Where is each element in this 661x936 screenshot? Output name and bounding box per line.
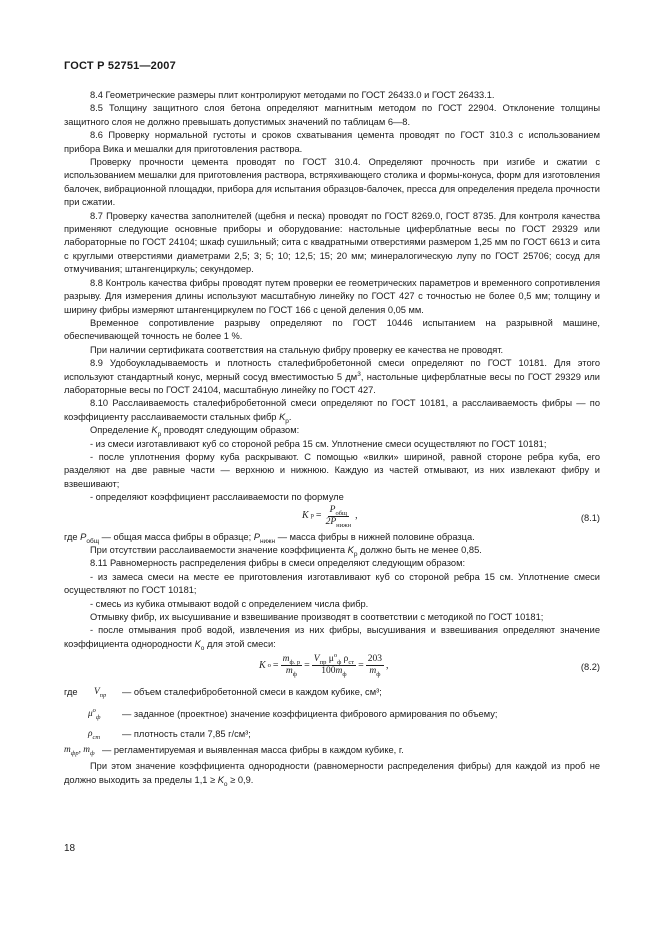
- list-item-wash: - смесь из кубика отмывают водой с определением числа фибр.: [90, 598, 369, 609]
- fraction: $\frac{m_{ф. р}}{m_ф}$: [282, 654, 301, 679]
- list-item-mix: - из замеса смеси на месте ее приготовления изготавливают куб со стороной ребра 15 см. Уплотнение смеси осуществляют по ГОСТ 10181;: [64, 571, 600, 596]
- paragraph-uniformity: При этом значение коэффициента однородности (равномерности распределения фибры) для каждой из проб не должно выходить за пределы $1,1 \ge K_о \ge 0,9$.: [64, 761, 600, 788]
- definition-row: где $V_{пр}$ — объем сталефибробетонной смеси в каждом кубике, см³;: [64, 687, 382, 700]
- paragraph-absent: При отсутствии расслаиваемости значение коэффициента $K_р$ должно быть не менее 0,85.: [90, 545, 482, 558]
- formula-8-2: [64, 651, 600, 683]
- symbol-definitions: [64, 683, 600, 760]
- list-item-after: - после отмывания проб водой, извлечения из них фибры, высушивания и взвешивания определяют значение коэффициента однородности $K_о$ для этой смеси:: [64, 625, 600, 652]
- paragraph-8-9: 8.9 Удобоукладываемость и плотность сталефибробетонной смеси определяют по ГОСТ 10181. Для этого используют стандартный конус, мерный сосуд вместимостью 5 $дм^3$, настольные циферблатные весы по ГОСТ 29329 или лабораторные весы по ГОСТ 24104, масштабную линейку по ГОСТ 427.: [64, 358, 601, 395]
- list-item-cube: - из смеси изготавливают куб со стороной ребра 15 см. Уплотнение смеси осуществляют по ГОСТ 10181;: [90, 438, 547, 449]
- paragraph-8-11: 8.11 Равномерность распределения фибры в смеси определяют следующим образом:: [90, 558, 466, 569]
- equation-number: (8.1): [580, 512, 600, 523]
- formula-8-1-body: K р = $\frac{P_{общ}}{2P_{нижн}}$ ,: [302, 504, 358, 529]
- paragraph-8-10: 8.10 Расслаиваемость сталефибробетонной смеси определяют по ГОСТ 10181, а расслаиваемость фибры — по коэффициенту расслаиваемости стальных фибр $K_р$.: [64, 398, 600, 425]
- definition-row: $\mu^о_ф$ — заданное (проектное) значение коэффициента фибрового армирования по объему;: [88, 707, 498, 722]
- paragraph-washing: Отмывку фибр, их высушивание и взвешивание производят в соответствии с методикой по ГОСТ 10181;: [90, 612, 544, 623]
- document-header: ГОСТ Р 52751—2007: [64, 60, 176, 72]
- paragraph-certificate: При наличии сертификата соответствия на стальную фибру проверку ее качества не проводят.: [90, 344, 504, 355]
- formula-8-1: [64, 505, 600, 531]
- definition-row: $m_{фр}$, $m_ф$ — регламентируемая и выявленная масса фибры в каждом кубике, г.: [64, 745, 404, 758]
- paragraph-8-8: 8.8 Контроль качества фибры проводят путем проверки ее геометрических параметров и временного сопротивления разрыву. Для измерения длины используют масштабную линейку по ГОСТ 427 с точностью не более 0,5 мм; толщину и ширину фибры измеряют штангенциркулем по ГОСТ 166 с ценой деления 0,05 мм.: [64, 277, 600, 315]
- paragraph-8-6: 8.6 Проверку нормальной густоты и сроков схватывания цемента проводят по ГОСТ 310.3 с использованием прибора Вика и мешалки для приготовления раствора.: [64, 130, 600, 154]
- list-item-coefficient: - определяют коэффициент расслаиваемости по формуле: [90, 492, 344, 503]
- definition-row: $\rho_{ст}$ — плотность стали 7,85 г/см³;: [88, 729, 251, 742]
- paragraph-cement-strength: Проверку прочности цемента проводят по ГОСТ 310.4. Определяют прочность при изгибе и сжатии с использованием мешалки для приготовления раствора, встряхивающего столика и формы-конуса, форм для изготовления балочек, вибрационной площадки, прибора для испытания образцов-балочек, пресса для определения предела прочности при сжатии.: [64, 157, 600, 208]
- paragraph-8-5: 8.5 Толщину защитного слоя бетона определяют магнитным методом по ГОСТ 22904. Отклонение толщины защитного слоя не должно превышать допустимых значений по таблицам 6—8.: [64, 103, 600, 127]
- equation-number: (8.2): [580, 662, 600, 673]
- paragraph-8-7: 8.7 Проверку качества заполнителей (щебня и песка) проводят по ГОСТ 8269.0, ГОСТ 8735. Для контроля качества применяют следующие основные приборы и оборудование: настольные циферблатные весы по ГОСТ 29329 или лабораторные по ГОСТ 24104; шкаф сушильный; сита с квадратными отверстиями размером 1,25 мм по ГОСТ 6613 и сита с круглыми отверстиями диаметрами 2,5; 3; 5; 10; 12,5; 15; 20 мм; минералогическую лупу по ГОСТ 25706; сосуд для отмучивания; штангенциркуль; секундомер.: [64, 210, 600, 275]
- fraction: $\frac{203}{m_ф}$: [367, 654, 383, 679]
- paragraph-tensile: Временное сопротивление разрыву определяют по ГОСТ 10446 испытанием на разрывной машине, обеспечивающей точность не более 1 %.: [64, 317, 600, 342]
- formula-8-2-body: K о = $\frac{m_{ф. р}}{m_ф}$ = $\frac{V_{пр} \mu^о_ф \rho_{ст}}{100m_ф}$ = $\frac{203}{m_ф}$ ,: [259, 652, 389, 679]
- paragraph-definition: Определение $K_р$ проводят следующим образом:: [90, 425, 300, 439]
- fraction: $\frac{V_{пр} \mu^о_ф \rho_{ст}}{100m_ф}$: [313, 652, 355, 679]
- paragraph-8-4: 8.4 Геометрические размеры плит контролируют методами по ГОСТ 26433.0 и ГОСТ 26433.1.: [90, 90, 495, 100]
- fraction: $\frac{P_{общ}}{2P_{нижн}}$: [325, 504, 352, 529]
- page-number: 18: [64, 843, 76, 854]
- paragraph-where-1: где $P_{общ}$ — общая масса фибры в образце; $P_{нижн}$ — масса фибры в нижней половине образца.: [64, 531, 475, 545]
- document-body: [64, 89, 600, 787]
- list-item-compaction: - после уплотнения форму куба раскрывают. С помощью «вилки» шириной, равной стороне ребра куба, его разделяют на две равные части — верхнюю и нижнюю. Каждую из частей отмывают, из них извлекают фибру и взвешивают;: [64, 451, 600, 489]
